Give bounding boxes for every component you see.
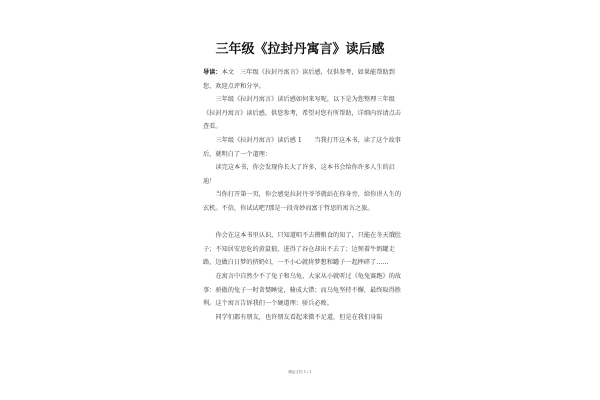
paragraph-4: 当你打开第一页，你会感觉拉封丹爷爷就站在你身旁，给你讲人生的玄机。不信，你试试吧?那是一段奇妙而富于哲思的寓言之旅。 xyxy=(203,191,402,212)
paragraph-6: 在寓言中自然少不了兔子和乌龟，大家从小就听过《龟兔赛跑》的故事：骄傲的兔子一时贪婪睡觉，骑成大错；而乌龟坚持不懈，最终取得胜利。这个寓言告诉我们一个硬道理：骄兵必败。 xyxy=(203,272,402,308)
page-footer: 精品文档 1 / 1 xyxy=(288,370,312,374)
paragraph-1: 三年级《拉封丹寓言》读后感如何来写呢，以下是为您整理三年级《拉封丹寓言》读后感，供您参考，希望对您有所帮助，详细内容请点击查看。 xyxy=(203,96,401,131)
paragraph-7: 同学们都有朋友，也许朋友看起来微不足道，但是在我们身陷 xyxy=(215,313,383,321)
paragraph-3: 读完这本书，你会发现你长大了许多，这本书会给你许多人生的启迪！ xyxy=(203,164,395,185)
paragraph-2: 三年级《拉封丹寓言》读后感 1 当我打开这本书，读了这个故事后，就明白了一个道理： xyxy=(203,136,401,158)
lead-text: 本文 三年级《拉封丹寓言》读后感，仅供参考，如果能帮助到您，欢迎点评和分享。 xyxy=(203,69,395,90)
page-title: 三年级《拉封丹寓言》读后感 xyxy=(215,42,385,57)
lead-label: 导读： xyxy=(203,69,222,76)
article-body xyxy=(203,66,402,324)
paragraph-gap xyxy=(203,216,402,230)
lead-paragraph xyxy=(203,66,402,93)
paragraph-5: 你会在这本书里认识，只知道唱不去攒粮食的知了，只能在冬天饿肚子；不知居安思危的黄鼠狼，进得了谷仓却出不去了；边预着牛奶罐走路，边做白日梦的挤奶妇，一不小心就将梦想和罐子一起摔碎了…… xyxy=(203,232,402,267)
